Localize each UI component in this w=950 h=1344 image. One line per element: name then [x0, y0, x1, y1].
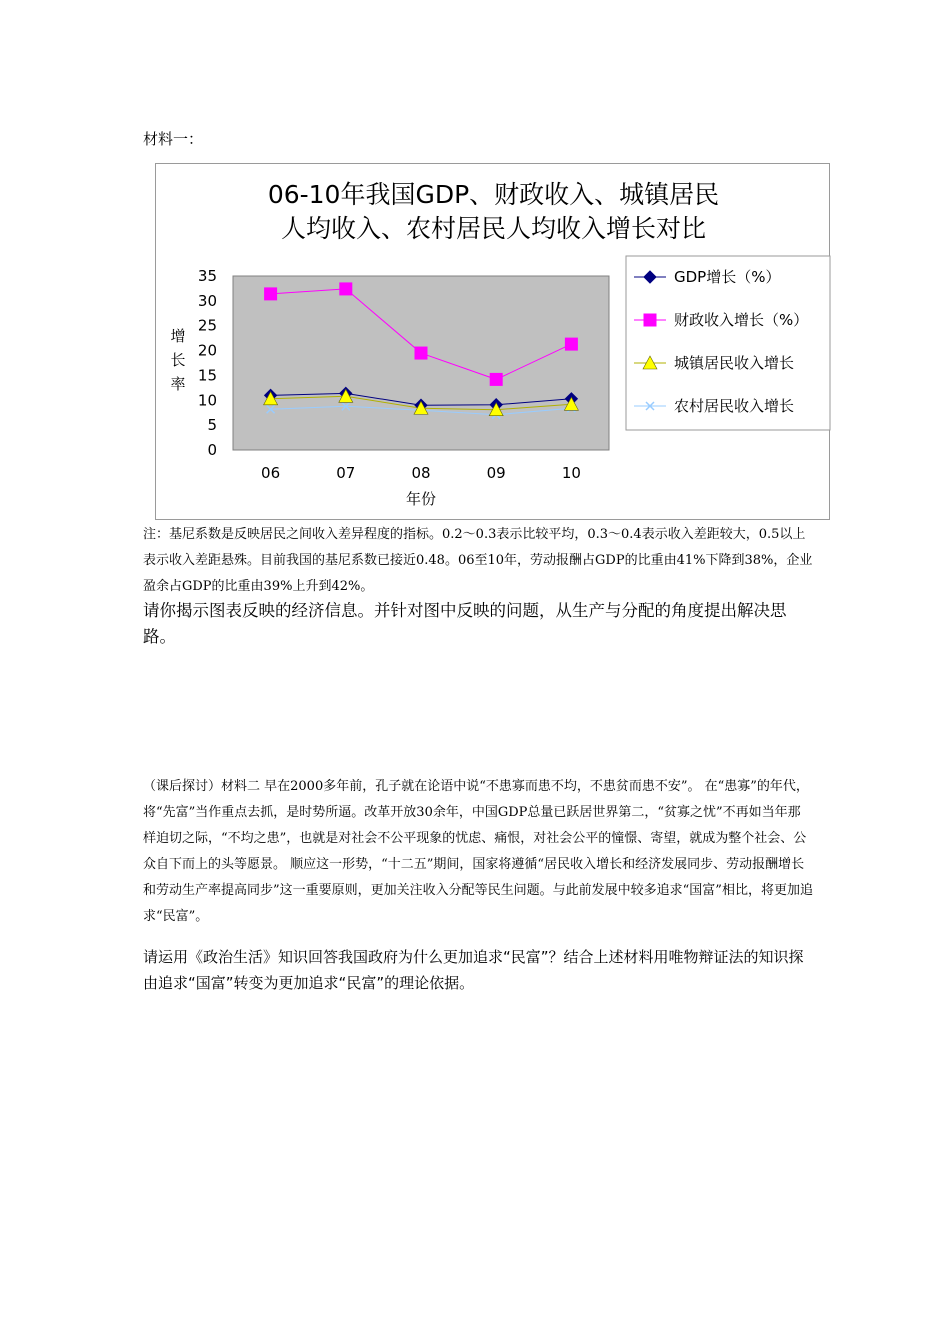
material-1-label: 材料一： — [143, 130, 204, 148]
x-tick-label: 10 — [561, 464, 581, 482]
y-tick-label: 35 — [197, 267, 217, 285]
chart-note: 注：基尼系数是反映居民之间收入差异程度的指标。0.2～0.3表示比较平均，0.3～0.4表示收入差距较大，0.5以上表示收入差距悬殊。目前我国的基尼系数已接近0.48。06至10年，劳动报酬占GDP的比重由41%下降到38%，企业盈余占GDP的比重由39%上升到42%。 — [143, 527, 813, 594]
y-tick-label: 15 — [197, 366, 217, 385]
y-axis-label-char: 增 — [170, 327, 186, 345]
x-axis-label: 年份 — [405, 490, 437, 508]
legend-marker — [644, 314, 656, 326]
y-tick-label: 25 — [197, 316, 217, 335]
y-tick-label: 5 — [207, 416, 217, 435]
series-point — [490, 373, 502, 385]
series-point — [340, 283, 352, 295]
x-tick-label: 09 — [486, 464, 506, 482]
question-1: 请你揭示图表反映的经济信息。并针对图中反映的问题，从生产与分配的角度提出解决思路。 — [143, 601, 787, 646]
y-tick-label: 0 — [207, 441, 217, 459]
question-2: 请运用《政治生活》知识回答我国政府为什么更加追求“民富”？结合上述材料用唯物辩证法的知识探由追求“国富”转变为更加追求“民富”的理论依据。 — [143, 948, 804, 992]
series-point — [265, 288, 277, 300]
legend-label: 财政收入增长（%） — [674, 311, 809, 329]
y-tick-label: 30 — [197, 291, 217, 310]
y-tick-labels — [198, 267, 217, 459]
legend-label: GDP增长（%） — [674, 268, 781, 286]
x-tick-labels — [261, 464, 581, 482]
chart-title-line-2: 人均收入、农村居民人均收入增长对比 — [280, 214, 706, 243]
material-2: （课后探讨）材料二 早在2000多年前，孔子就在论语中说“不患寡而患不均，不患贫而患不安”。 在“患寡”的年代，将“先富”当作重点去抓，是时势所逼。改革开放30余年，中国GDP总量已跃居世界第二，“贫寡之忧”不再如当年那样迫切之际，“不均之患”，也就是对社会不公平现象的忧虑、痛恨，对社会公平的憧憬、寄望，就成为整个社会、公众自下而上的头等愿景。 顺应这一形势，“十二五”期间，国家将遵循“居民收入增长和经济发展同步、劳动报酬增长和劳动生产率提高同步”这一重要原则，更加关注收入分配等民生问题。与此前发展中较多追求“国富”相比，将更加追求“民富”。 — [143, 779, 813, 924]
y-tick-label: 20 — [197, 341, 217, 360]
chart-title-line-1: 06-10年我国GDP、财政收入、城镇居民 — [267, 180, 720, 209]
plot-area — [233, 276, 609, 450]
y-axis-label — [170, 327, 185, 393]
legend-label: 城镇居民收入增长 — [674, 354, 795, 372]
x-tick-label: 08 — [411, 464, 431, 482]
growth-chart — [155, 163, 830, 520]
y-tick-label: 10 — [197, 391, 217, 410]
y-axis-label-char: 率 — [170, 375, 186, 393]
chart-svg — [156, 164, 831, 521]
legend-label: 农村居民收入增长 — [674, 397, 795, 415]
x-tick-label: 06 — [261, 464, 281, 482]
series-point — [415, 347, 427, 359]
x-tick-label: 07 — [336, 464, 356, 482]
series-point — [565, 338, 577, 350]
y-axis-label-char: 长 — [170, 351, 186, 369]
